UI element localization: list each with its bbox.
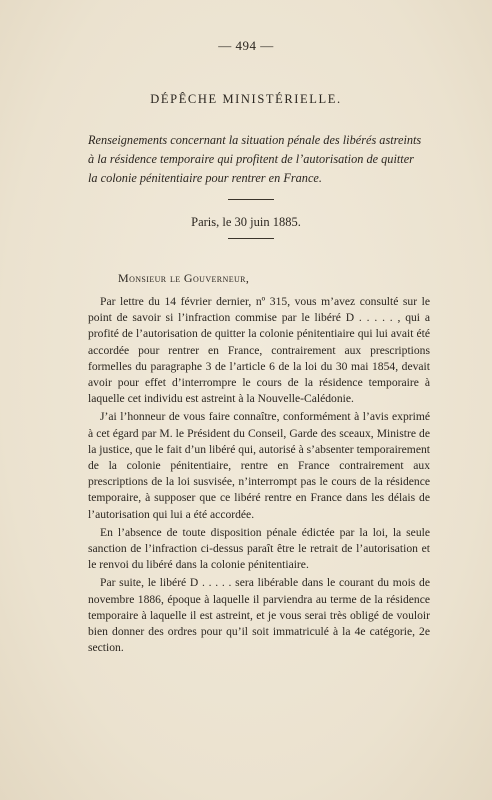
divider-rule xyxy=(228,238,274,239)
dateline: Paris, le 30 juin 1885. xyxy=(191,215,301,229)
paragraph: En l’absence de toute disposition pénale édictée par la loi, la seule sanction de l’infraction ci-dessus paraît être le retrait de l’autorisation et le renvoi du libéré dans la colonie pénitentiaire. xyxy=(88,525,430,572)
paragraph: J’ai l’honneur de vous faire connaître, conformément à l’avis exprimé à cet égard par M. le Président du Conseil, Garde des sceaux, Ministre de la justice, que le fait d’un libéré qui, autorisé à s’absenter temporairement de la colonie pénitentiaire, rentre en France contrairement aux prescriptions de la loi susvisée, n’interrompt pas le cours de la résidence temporaire, à supposer que ce libéré rentre en France dans les délais de l’autorisation qui lui a été accordée. xyxy=(88,410,430,521)
letter-body xyxy=(88,294,430,658)
document-heading: DÉPÊCHE MINISTÉRIELLE. xyxy=(150,92,342,106)
summary-italic: Renseignements concernant la situation pénale des libérés astreints à la résidence temporaire qui profitent de l’autorisation de quitter la colonie pénitentiaire pour rentrer en France. xyxy=(88,133,422,185)
divider-rule xyxy=(228,199,274,200)
paragraph: Par lettre du 14 février dernier, nº 315, vous m’avez consulté sur le point de savoir si l’infraction commise par le libéré D . . . . . , qui a profité de l’autorisation de quitter la colonie pénitentiaire qui lui avait été accordée pour rentrer en France, contrairement aux prescriptions formelles du paragraphe 3 de l’article 6 de la loi du 30 mai 1854, devait avoir pour effet d’interrompre le cours de la résidence temporaire à laquelle cet individu est astreint à la Nouvelle-Calédonie. xyxy=(88,295,430,406)
page-number: — 494 — xyxy=(218,38,274,53)
salutation: Monsieur le Gouverneur, xyxy=(118,271,250,285)
paragraph: Par suite, le libéré D . . . . . sera libérable dans le courant du mois de novembre 1886, époque à laquelle il parviendra au terme de la résidence temporaire à laquelle il est astreint, et je vous serai très obligé de vouloir bien donner des ordres pour qu’il soit immatriculé à la 4e catégorie, 2e section. xyxy=(88,576,430,655)
